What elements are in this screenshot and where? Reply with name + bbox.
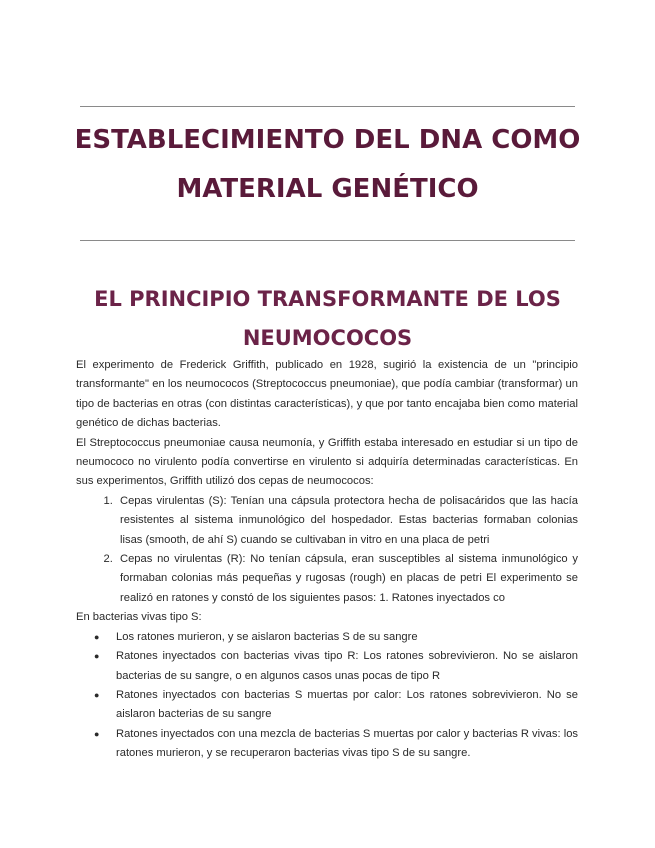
- bullet-item-text: Ratones inyectados con bacterias S muertas por calor: Los ratones sobrevivieron. No se aislaron bacterias de su sangre: [116, 688, 578, 721]
- bullet-item-text: Ratones inyectados con una mezcla de bacterias S muertas por calor y bacterias R vivas: los ratones murieron, y se recuperaron bacterias vivas tipo S de su sangre.: [116, 727, 579, 760]
- paragraph-continuation: En bacterias vivas tipo S:: [76, 611, 202, 624]
- section-title-line-1: EL PRINCIPIO TRANSFORMANTE DE LOS: [94, 287, 561, 311]
- bullet-list-item: [94, 647, 578, 686]
- document-title-line-1: ESTABLECIMIENTO DEL DNA COMO: [74, 125, 581, 155]
- top-divider: [80, 106, 575, 107]
- bullet-item-text: Los ratones murieron, y se aislaron bacterias S de su sangre: [116, 630, 418, 643]
- bullet-icon: ●: [94, 689, 100, 700]
- paragraph-strains: El Streptococcus pneumoniae causa neumonía, y Griffith estaba interesado en estudiar si un tipo de neumococo no virulento podía convertirse en virulento si adquiría determinadas características. En sus experimentos, Griffith utilizó dos cepas de neumococos:: [76, 436, 578, 488]
- bullet-list-item: [94, 725, 579, 764]
- bullet-icon: ●: [94, 651, 100, 662]
- document-title: [60, 116, 595, 214]
- bullet-icon: ●: [94, 728, 100, 739]
- bullet-icon: ●: [94, 631, 100, 642]
- section-title-line-2: NEUMOCOCOS: [242, 326, 413, 350]
- document-title-line-2: MATERIAL GENÉTICO: [176, 174, 479, 204]
- numbered-list-item: 1. Cepas virulentas (S): Tenían una cápsula protectora hecha de polisacáridos que las hacía resistentes al sistema inmunológico del hospedador. Estas bacterias formaban colonias lisas (smooth, de ahí S) cuando se cultivaban in vitro en una placa de petri: [116, 492, 578, 550]
- paragraph-intro: El experimento de Frederick Griffith, publicado en 1928, sugirió la existencia de un "principio transformante" en los neumococos (Streptococcus pneumoniae), que podía cambiar (transformar) un tipo de bacterias en otras (con distintas características), y que por tanto encajaba bien como material genético de dichas bacterias.: [76, 359, 578, 430]
- bullet-list-item: [94, 686, 578, 725]
- document-body: [76, 356, 578, 764]
- bullet-list-item: [94, 628, 578, 647]
- section-title: [80, 280, 575, 358]
- strains-numbered-list: [76, 492, 578, 608]
- numbered-list-item: 2. Cepas no virulentas (R): No tenían cápsula, eran susceptibles al sistema inmunológico y formaban colonias más pequeñas y rugosas (rough) en placas de petri El experimento se realizó en ratones y constó de los siguientes pasos: 1. Ratones inyectados co: [116, 550, 578, 608]
- bottom-divider: [80, 240, 575, 241]
- bullet-item-text: Ratones inyectados con bacterias vivas tipo R: Los ratones sobrevivieron. No se aislaron bacterias de su sangre, o en algunos casos unas pocas de tipo R: [116, 650, 578, 682]
- results-bullet-list: [76, 628, 578, 764]
